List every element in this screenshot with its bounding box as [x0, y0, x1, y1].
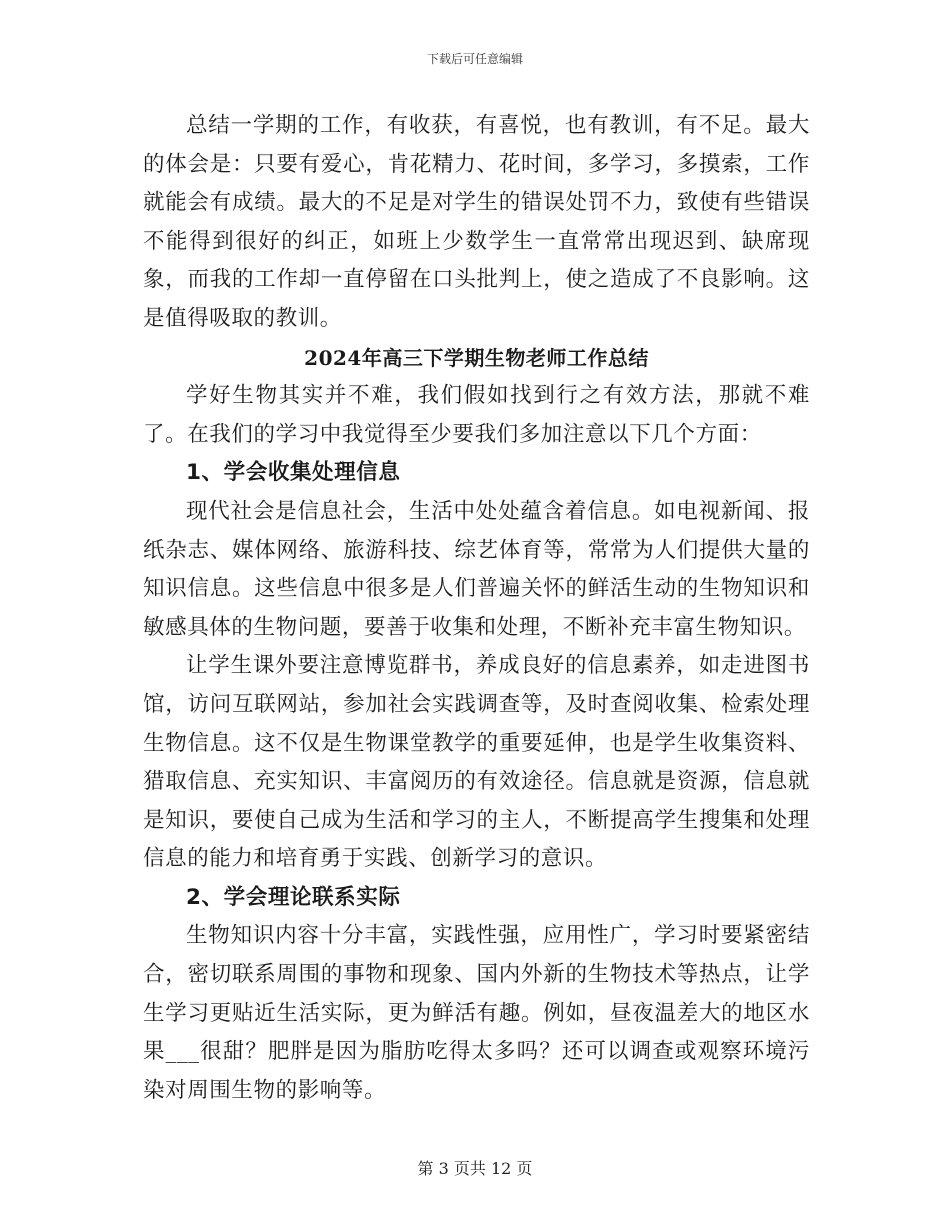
paragraph-information-society: 现代社会是信息社会，生活中处处蕴含着信息。如电视新闻、报纸杂志、媒体网络、旅游科技、综艺体育等，常常为人们提供大量的知识信息。这些信息中很多是人们普遍关怀的鲜活生动的生物知识和敏感具体的生物问题，要善于收集和处理，不断补充丰富生物知识。 [143, 498, 810, 640]
document-body [143, 107, 810, 1110]
section-title: 2024年高三下学期生物老师工作总结 [304, 345, 649, 370]
page-header: 下载后可任意编辑 [426, 52, 523, 66]
paragraph-theory-practice: 生物知识内容十分丰富，实践性强，应用性广，学习时要紧密结合，密切联系周围的事物和现象、国内外新的生物技术等热点，让学生学习更贴近生活实际，更为鲜活有趣。例如，昼夜温差大的地区水果___很甜？肥胖是因为脂肪吃得太多吗？还可以调查或观察环境污染对周围生物的影响等。 [143, 923, 810, 1103]
subheading-1: 1、学会收集处理信息 [186, 460, 401, 486]
page-footer: 第 3 页共 12 页 [417, 1159, 533, 1178]
paragraph-reading: 让学生课外要注意博览群书，养成良好的信息素养，如走进图书馆，访问互联网站，参加社会实践调查等，及时查阅收集、检索处理生物信息。这不仅是生物课堂教学的重要延伸，也是学生收集资料、猎取信息、充实知识、丰富阅历的有效途径。信息就是资源，信息就是知识，要使自己成为生活和学习的主人，不断提高学生搜集和处理信息的能力和培育勇于实践、创新学习的意识。 [143, 653, 810, 872]
subheading-2: 2、学会理论联系实际 [186, 884, 401, 910]
paragraph-summary: 总结一学期的工作，有收获，有喜悦，也有教训，有不足。最大的体会是：只要有爱心，肯花精力、花时间，多学习，多摸索，工作就能会有成绩。最大的不足是对学生的错误处罚不力，致使有些错误不能得到很好的纠正，如班上少数学生一直常常出现迟到、缺席现象，而我的工作却一直停留在口头批判上，使之造成了不良影响。这是值得吸取的教训。 [143, 113, 810, 331]
paragraph-intro: 学好生物其实并不难，我们假如找到行之有效方法，那就不难了。在我们的学习中我觉得至少要我们多加注意以下几个方面： [143, 383, 810, 447]
